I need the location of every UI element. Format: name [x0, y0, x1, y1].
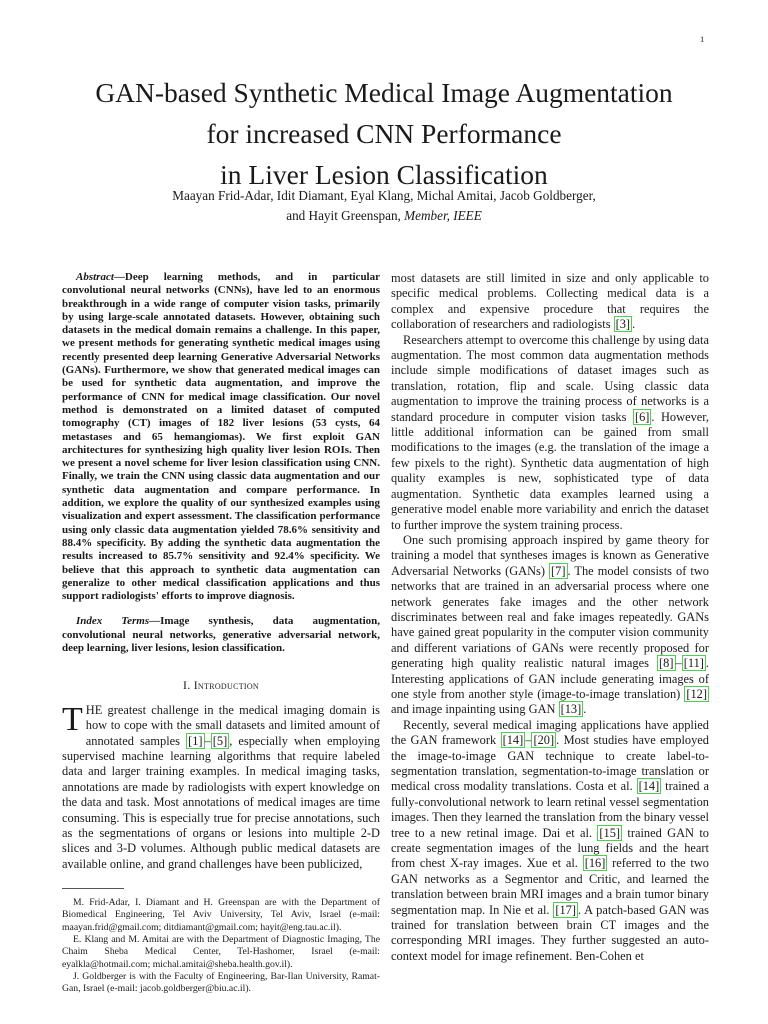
- citation-link[interactable]: [12]: [686, 686, 707, 701]
- text-run: . However, little additional information can be gained from small modifications to the images (e.g. the translation of the image a few pixels to the right). Synthetic data augmentation of high quality examples is new, sophisticated type of data augmentation. Synthetic data examples learned using a generative model enable more variability and enrich the dataset to further improve the system training process.: [391, 409, 709, 532]
- citation-link[interactable]: [8]: [659, 656, 674, 671]
- section-heading-introduction: [62, 678, 380, 693]
- text-run: Researchers attempt to overcome this challenge by using data augmentation. The most common data augmentation methods include simple modifications of dataset images such as translation, rotation, flip and scale. Using classic data augmentation to improve the training process of networks is a standard procedure in computer vision tasks: [391, 332, 709, 424]
- section-number: I.: [182, 678, 194, 693]
- intro-paragraph-5: [391, 718, 709, 965]
- citation-link[interactable]: [11]: [683, 656, 704, 671]
- footnote-affiliation-2: E. Klang and M. Amitai are with the Department of Diagnostic Imaging, The Chaim Sheba Medical Center, Tel-Hashomer, Israel (e-mail: eyalkla@hotmail.com; michal.amitai@sheba.health.gov.il).: [62, 934, 380, 970]
- text-run: trained a fully-convolutional network to learn retinal vessel segmentation images. Then they learned the translation from the binary vessel tree to a new retinal image. Dai et al.: [391, 779, 709, 840]
- text-run: most datasets are still limited in size and only applicable to specific medical problems. Collecting medical data is a complex and expensive procedure that requires the collaboration of researchers and radiologists: [391, 271, 709, 332]
- authors-line-1: Maayan Frid-Adar, Idit Diamant, Eyal Klang, Michal Amitai, Jacob Goldberger,: [172, 188, 596, 203]
- citation-link[interactable]: [1]: [188, 733, 203, 748]
- citation-link[interactable]: [20]: [533, 733, 555, 748]
- intro-paragraph-3: [391, 333, 709, 533]
- text-run: trained GAN to create segmentation images of the lung fields and the heart from chest X-ray images. Xue et al.: [391, 825, 709, 871]
- text-run: One such promising approach inspired by game theory for training a model that syntheses images is known as Generative Adversarial Networks (GANs): [391, 532, 709, 578]
- footnote-affiliation-3: J. Goldberger is with the Faculty of Engineering, Bar-Ilan University, Ramat-Gan, Israel (e-mail: jacob.goldberger@biu.ac.il).: [62, 970, 380, 995]
- citation-link[interactable]: [6]: [634, 409, 650, 424]
- title-line-2: for increased CNN Performance: [206, 118, 562, 149]
- left-column: [62, 271, 380, 996]
- text-run: .: [632, 317, 636, 332]
- text-run: greatest challenge in the medical imaging domain is how to cope with the small datasets and limited amount of annotated samples: [85, 702, 380, 748]
- text-run: –: [675, 656, 682, 671]
- abstract-text: —Deep learning methods, and in particular convolutional neural networks (CNNs), have led to an enormous breakthrough in a wide range of computer vision tasks, primarily by using large-scale annotated datasets. However, obtaining such datasets in the medical domain remains a challenge. In this paper, we present methods for generating synthetic medical images using recently presented deep learning Generative Adversarial Networks (GANs). Furthermore, we show that generated medical images can be used for synthetic data augmentation, and improve the performance of CNN for medical image classification. Our novel method is demonstrated on a limited dataset of computed tomography (CT) images of 182 liver lesions (53 cysts, 64 metastases and 65 hemangiomas). We first exploit GAN architectures for synthesizing high quality liver lesion ROIs. Then we present a novel scheme for liver lesion classification using CNN. Finally, we train the CNN using classic data augmentation and our synthetic data augmentation and compare performance. In addition, we explore the quality of our synthesized examples using visualization and expert assessment. The classification performance using only classic data augmentation yielded 78.6% sensitivity and 88.4% specificity. By adding the synthetic data augmentation the results increased to 85.7% sensitivity and 92.4% specificity. We believe that this approach to synthetic data augmentation can generalize to other medical classification applications and thus support radiologists' efforts to improve diagnosis.: [62, 271, 380, 603]
- intro-paragraph-1: [62, 700, 380, 872]
- text-run: –: [525, 733, 532, 748]
- text-run: .: [583, 702, 587, 717]
- citation-link[interactable]: [15]: [599, 825, 621, 840]
- citation-link[interactable]: [7]: [551, 563, 566, 578]
- text-run: –: [204, 733, 211, 748]
- intro-paragraph-2: [391, 271, 709, 333]
- page-number: 1: [700, 34, 705, 44]
- author-list: [40, 186, 728, 226]
- title-line-3: in Liver Lesion Classification: [220, 159, 548, 190]
- citation-link[interactable]: [16]: [584, 856, 606, 871]
- text-run: and image inpainting using GAN: [391, 702, 559, 717]
- drop-cap: T: [62, 700, 83, 738]
- footnote-rule: [62, 888, 124, 889]
- text-run: . Interesting applications of GAN include generating images of one style from another style (image-to-image translation): [391, 656, 709, 701]
- paper-title: [40, 72, 728, 195]
- citation-link[interactable]: [5]: [212, 733, 228, 748]
- text-run: . Most studies have employed the image-to-image GAN technique to create label-to-segmentation translation, segmentation-to-image translation or medical cross modality translations. Costa et al.: [391, 733, 709, 794]
- abstract: [62, 271, 380, 603]
- index-terms-label: Index Terms: [76, 615, 150, 628]
- author-membership: Member, IEEE: [404, 208, 482, 223]
- citation-link[interactable]: [14]: [638, 779, 660, 794]
- citation-link[interactable]: [14]: [502, 733, 524, 748]
- text-run: . The model consists of two networks that are trained in an adversarial process where one network generates fake images and the other network discriminates between real and fake images repeatedly. GANs have gained great popularity in the computer vision community and different variations of GANs were recently proposed for generating high quality realistic natural images: [391, 563, 710, 671]
- authors-line-2: and Hayit Greenspan,: [286, 208, 405, 223]
- citation-link[interactable]: [17]: [555, 902, 576, 917]
- index-terms: [62, 615, 380, 655]
- drop-cap-continuation: HE: [85, 702, 103, 717]
- abstract-label: Abstract: [76, 271, 114, 283]
- text-run: , especially when employing supervised machine learning algorithms that require labeled data and larger training examples. In medical imaging tasks, annotations are made by radiologists with expert knowledge on the data and task. Most annotations of medical images are time consuming. This is especially true for precise annotations, such as the segmentations of organs or lesions into multiple 2-D slices and 3-D volumes. Although public medical datasets are available online, and grand challenges have been publicized,: [62, 733, 380, 871]
- footnote-affiliation-1: M. Frid-Adar, I. Diamant and H. Greenspan are with the Department of Biomedical Engineering, Tel Aviv University, Tel Aviv, Israel (e-mail: maayan.frid@gmail.com; ditdiamant@gmail.com; hayit@eng.tau.ac.il).: [62, 897, 380, 933]
- right-column: [391, 271, 709, 964]
- title-line-1: GAN-based Synthetic Medical Image Augmentation: [95, 77, 673, 108]
- index-terms-text: —Image synthesis, data augmentation, convolutional neural networks, generative adversarial network, deep learning, liver lesions, lesion classification.: [62, 615, 380, 655]
- text-run: . A patch-based GAN was trained for translation between brain CT images and the corresponding MRI images. They further suggested an auto-context model for image refinement. Ben-Cohen et: [391, 902, 710, 963]
- citation-link[interactable]: [3]: [615, 317, 631, 332]
- section-title: Introduction: [193, 678, 260, 693]
- citation-link[interactable]: [13]: [560, 702, 582, 717]
- text-run: Recently, several medical imaging applications have applied the GAN framework: [391, 717, 709, 748]
- intro-paragraph-4: [391, 533, 709, 718]
- text-run: referred to the two GAN networks as a Segmentor and Critic, and learned the translation between brain MRI images and a brain tumor binary segmentation map. In Nie et al.: [391, 856, 709, 917]
